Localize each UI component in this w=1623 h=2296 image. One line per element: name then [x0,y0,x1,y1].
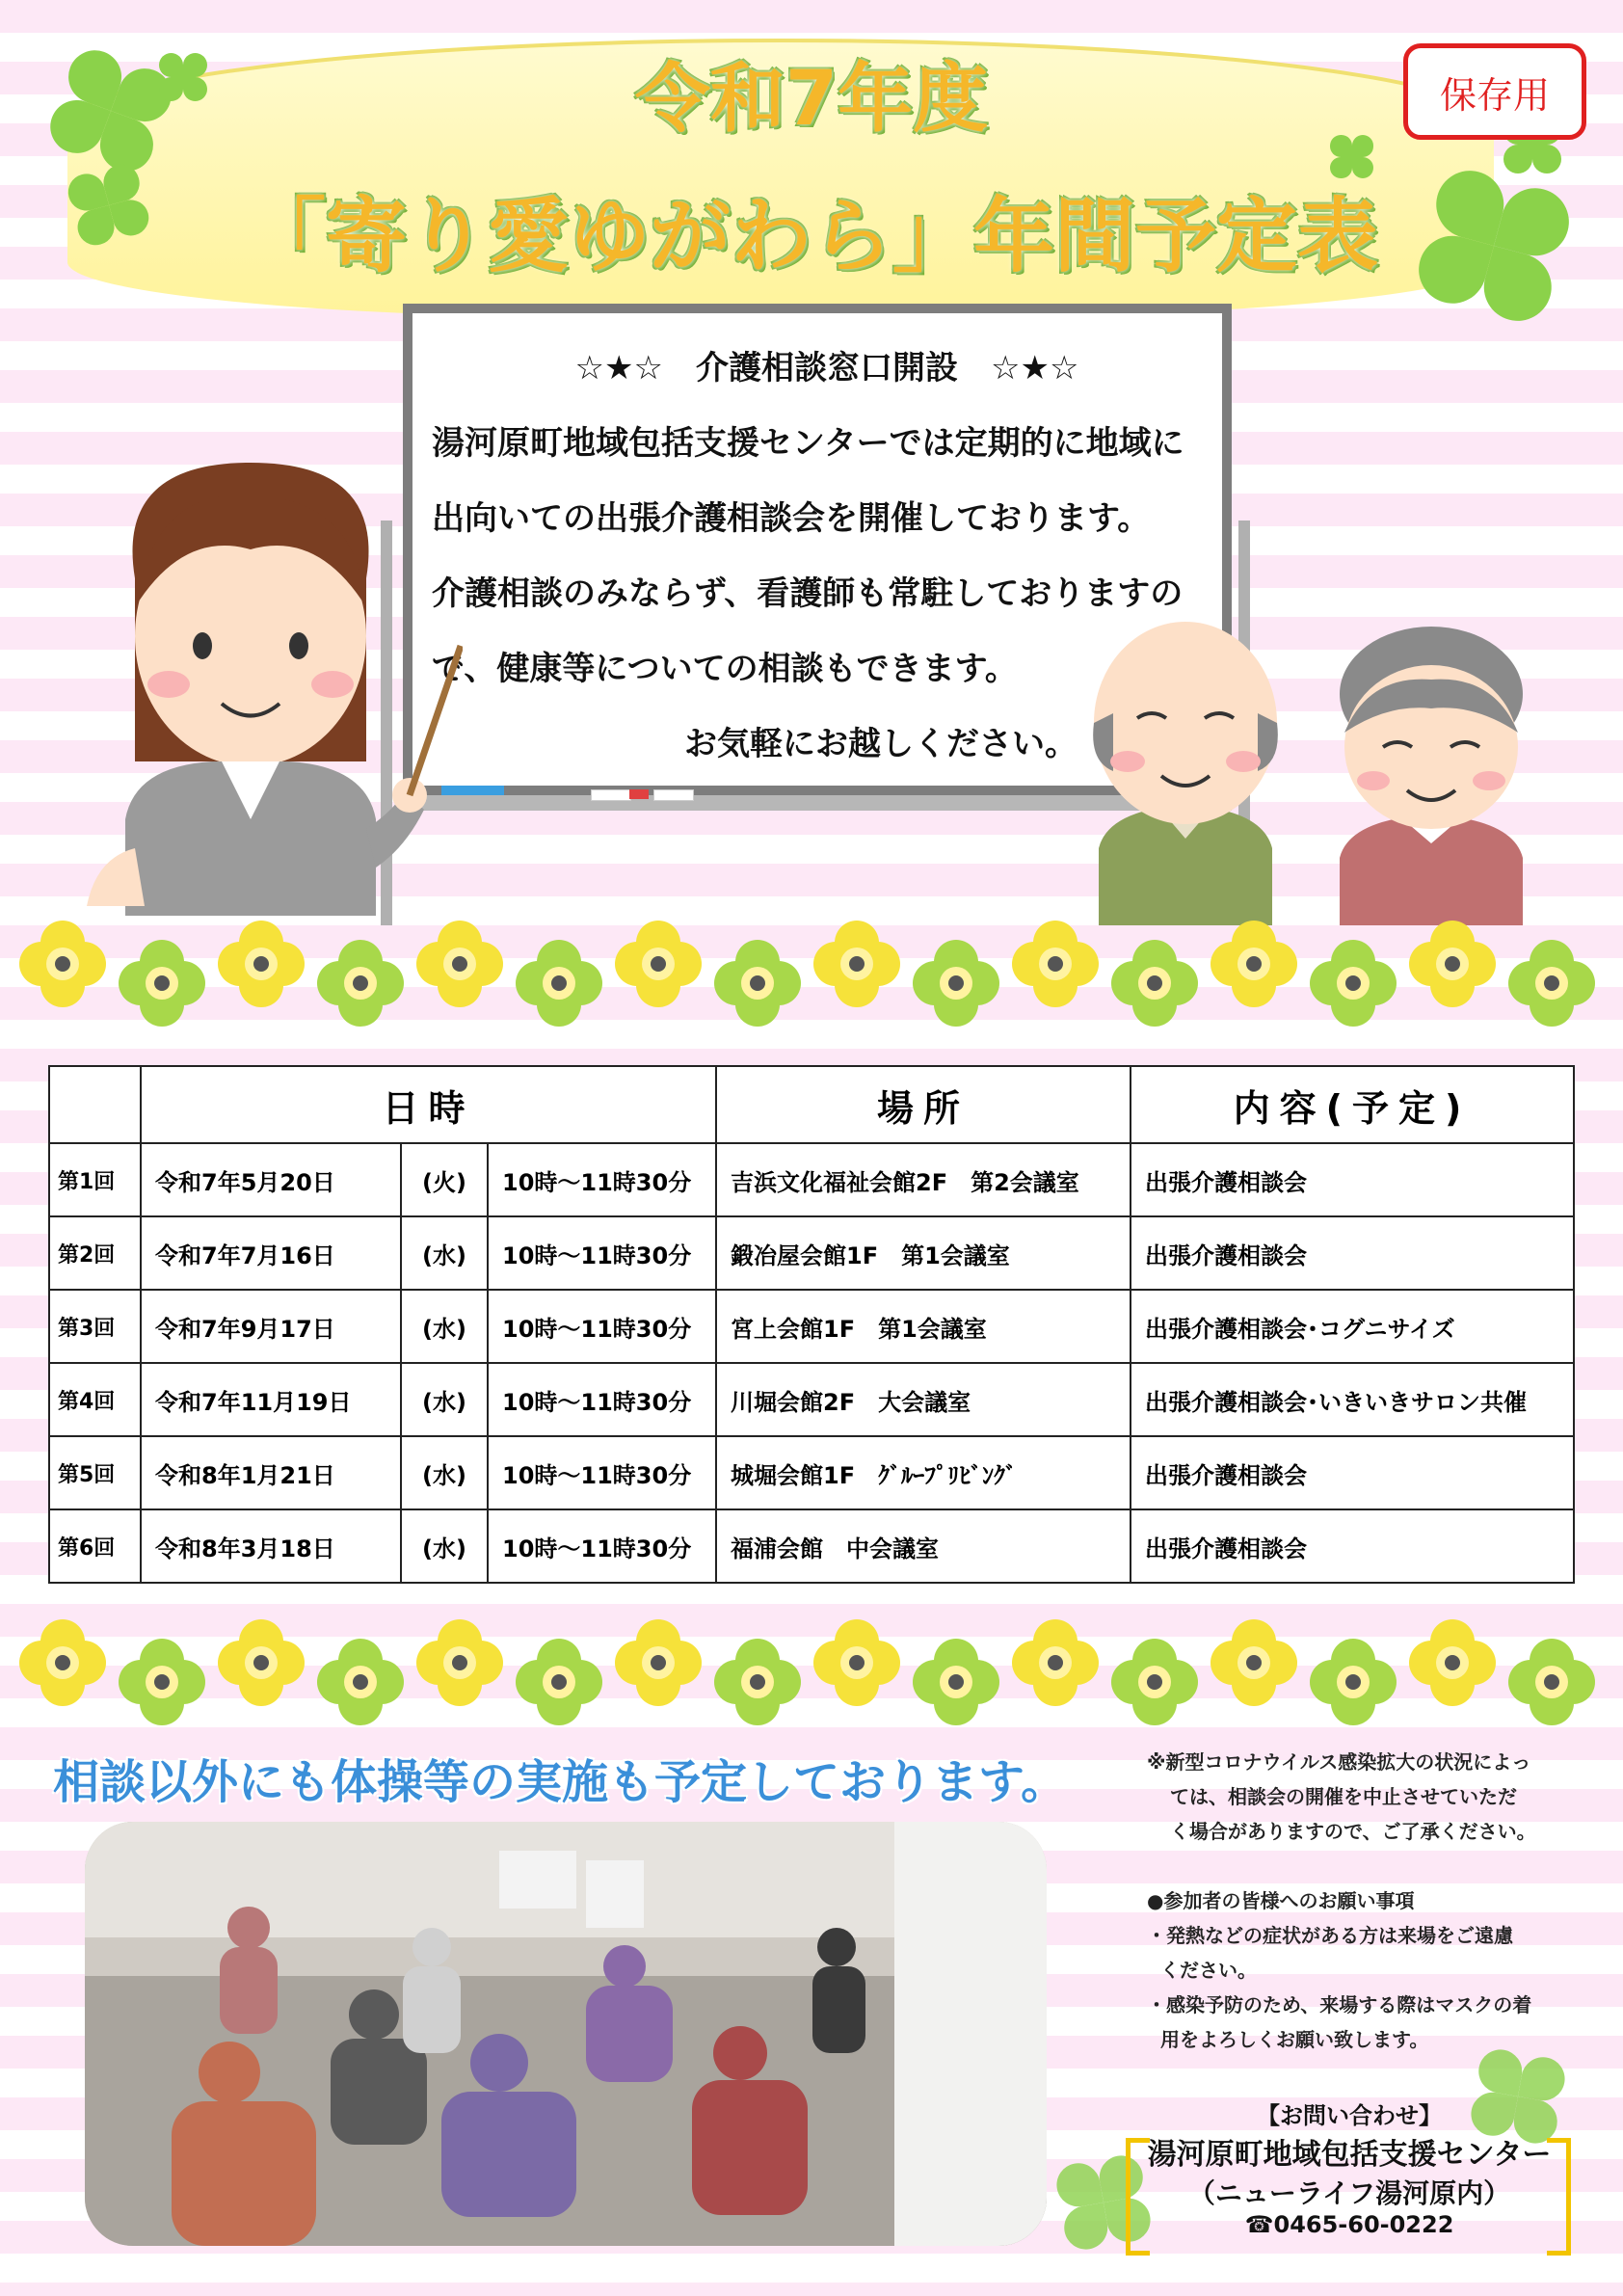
flower-icon [1409,1619,1496,1706]
row-place: 宮上会館1F 第1会議室 [716,1290,1131,1363]
row-place: 吉浜文化福祉会館2F 第2会議室 [716,1143,1131,1216]
flower-icon [516,940,602,1027]
flower-icon [1211,1619,1297,1706]
board-line: 出向いての出張介護相談会を開催しております。 [432,499,1151,538]
flower-icon [1012,921,1099,1007]
row-content: 出張介護相談会･コグニサイズ [1131,1290,1574,1363]
row-content: 出張介護相談会 [1131,1216,1574,1290]
header-number [49,1066,141,1143]
header-datetime: 日時 [141,1066,716,1143]
elderly-man-illustration [1060,598,1311,925]
flower-icon [813,921,900,1007]
flower-icon [1211,921,1297,1007]
row-date: 令和7年11月19日 [141,1363,401,1436]
flower-icon [1508,1639,1595,1725]
row-weekday: (水) [401,1509,488,1583]
flower-icon [516,1639,602,1725]
row-place: 城堀会館1F ｸﾞﾙｰﾌﾟﾘﾋﾞﾝｸﾞ [716,1436,1131,1509]
flower-icon [218,921,305,1007]
flower-icon [416,921,503,1007]
flower-icon [317,940,404,1027]
board-heading: ☆★☆ 介護相談窓口開設 ☆★☆ [574,349,1079,387]
row-place: 福浦会館 中会議室 [716,1509,1131,1583]
flower-icon [1310,940,1397,1027]
flower-icon [19,1619,106,1706]
row-number: 第6回 [49,1509,141,1583]
page-title-year: 令和7年度 [634,56,989,143]
row-time: 10時～11時30分 [488,1216,716,1290]
flower-icon [1409,921,1496,1007]
note-line: ・感染予防のため、来場する際はマスクの着 [1147,1993,1532,2016]
flower-icon [615,921,702,1007]
contact-phone: ☎0465-60-0222 [1244,2211,1454,2238]
flower-icon [1508,940,1595,1027]
teacher-illustration [77,443,463,916]
row-number: 第2回 [49,1216,141,1290]
flower-icon [714,1639,801,1725]
row-place: 鍛冶屋会館1F 第1会議室 [716,1216,1131,1290]
table-row [49,1363,1574,1436]
row-date: 令和8年3月18日 [141,1509,401,1583]
flower-icon [119,940,205,1027]
row-content: 出張介護相談会 [1131,1143,1574,1216]
board-line: 介護相談のみならず、看護師も常駐しておりますの [432,574,1184,613]
note-line: 用をよろしくお願い致します。 [1160,2028,1429,2051]
row-date: 令和7年5月20日 [141,1143,401,1216]
flower-icon [913,940,999,1027]
row-time: 10時～11時30分 [488,1436,716,1509]
table-row [49,1290,1574,1363]
contact-block [1128,2096,1571,2238]
row-weekday: (火) [401,1143,488,1216]
flower-icon [1012,1619,1099,1706]
row-weekday: (水) [401,1436,488,1509]
activity-heading: 相談以外にも体操等の実施も予定しております。 [53,1755,1068,1809]
flower-icon [416,1619,503,1706]
elderly-woman-illustration [1311,627,1552,925]
row-weekday: (水) [401,1290,488,1363]
row-content: 出張介護相談会 [1131,1436,1574,1509]
flower-icon [714,940,801,1027]
flower-icon [1111,940,1198,1027]
note-line: ては、相談会の開催を中止させていただ [1170,1785,1517,1808]
notes-panel [1147,1745,1571,2057]
table-row [49,1509,1574,1583]
board-line: 湯河原町地域包括支援センターでは定期的に地域に [432,424,1184,463]
board-line: で、健康等についての相談もできます。 [432,650,1018,688]
flower-icon [615,1619,702,1706]
row-content: 出張介護相談会 [1131,1509,1574,1583]
table-row [49,1216,1574,1290]
table-row [49,1143,1574,1216]
flower-icon [218,1619,305,1706]
table-header-row [49,1066,1574,1143]
note-line: く場合がありますので、ご了承ください。 [1170,1820,1536,1843]
row-date: 令和7年9月17日 [141,1290,401,1363]
row-time: 10時～11時30分 [488,1290,716,1363]
row-place: 川堀会館2F 大会議室 [716,1363,1131,1436]
flower-icon [1111,1639,1198,1725]
contact-heading: 【お問い合わせ】 [1257,2102,1442,2129]
note-line: ●参加者の皆様へのお願い事項 [1147,1889,1415,1912]
keep-badge: 保存用 [1403,43,1586,140]
header-place: 場所 [716,1066,1131,1143]
note-line: ※新型コロナウイルス感染拡大の状況によっ [1147,1750,1531,1774]
flower-icon [913,1639,999,1725]
note-line: ください。 [1160,1959,1257,1982]
schedule-table [48,1065,1575,1584]
row-content: 出張介護相談会･いきいきサロン共催 [1131,1363,1574,1436]
row-weekday: (水) [401,1216,488,1290]
flower-icon [19,921,106,1007]
flower-icon [119,1639,205,1725]
header-content: 内容(予定) [1131,1066,1574,1143]
board-line: お気軽にお越しください。 [684,725,1078,763]
flower-icon [1310,1639,1397,1725]
exercise-photo [85,1822,1047,2246]
row-number: 第1回 [49,1143,141,1216]
flower-icon [317,1639,404,1725]
table-row [49,1436,1574,1509]
row-number: 第4回 [49,1363,141,1436]
row-number: 第5回 [49,1436,141,1509]
row-weekday: (水) [401,1363,488,1436]
row-date: 令和7年7月16日 [141,1216,401,1290]
contact-name: 湯河原町地域包括支援センター [1147,2138,1552,2172]
row-number: 第3回 [49,1290,141,1363]
note-line: ・発熱などの症状がある方は来場をご遠慮 [1147,1924,1513,1947]
row-time: 10時～11時30分 [488,1143,716,1216]
contact-sub: （ニューライフ湯河原内） [1187,2177,1511,2209]
row-date: 令和8年1月21日 [141,1436,401,1509]
page-title: 「寄り愛ゆがわら」年間予定表 [244,189,1378,283]
flower-icon [813,1619,900,1706]
row-time: 10時～11時30分 [488,1509,716,1583]
row-time: 10時～11時30分 [488,1363,716,1436]
